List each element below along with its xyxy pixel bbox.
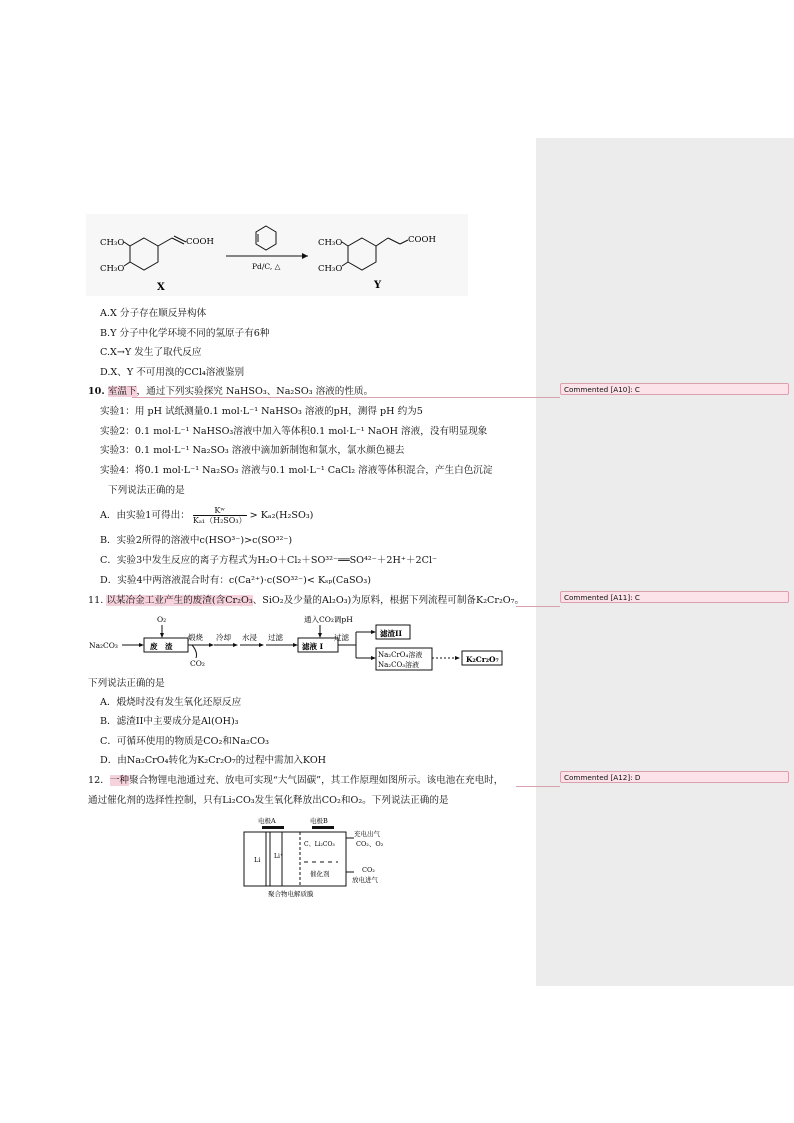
comment-connector-a12 xyxy=(516,786,560,787)
q9-option-a: A.X 分子存在顺反异构体 xyxy=(100,308,207,319)
flow-box-slag: 废 渣 xyxy=(150,642,173,651)
q11-option-d: D．由Na₂CrO₄转化为K₂Cr₂O₇的过程中需加入KOH xyxy=(100,755,327,766)
comment-connector-a10 xyxy=(132,397,560,398)
process-flowchart xyxy=(86,612,506,672)
flow-box-product: K₂Cr₂O₇ xyxy=(466,655,499,664)
q12-stem-text-1: 聚合物锂电池通过充、放电可实现“大气固碳”，其工作原理如图所示。该电池在充电时， xyxy=(129,775,504,786)
comment-margin xyxy=(536,138,794,986)
comment-a11[interactable]: Commented [A11]: C xyxy=(560,591,789,603)
flow-step-calcine: 煅烧 xyxy=(188,633,203,642)
comment-a10[interactable]: Commented [A10]: C xyxy=(560,383,789,395)
q10-option-a-prefix: A．由实验1可得出： xyxy=(100,510,190,521)
charge-gas-label: CO₂、O₂ xyxy=(356,840,384,848)
label-x: X xyxy=(157,282,165,293)
q10-option-b: B．实验2所得的溶液中c(HSO³⁻)>c(SO³²⁻) xyxy=(100,535,293,546)
q12-highlight: 一种 xyxy=(109,775,129,786)
q10-experiment-4: 实验4：将0.1 mol·L⁻¹ Na₂SO₃ 溶液与0.1 mol·L⁻¹ CaCl₂ 溶液等体积混合，产生白色沉淀 xyxy=(100,465,493,476)
q11-stem xyxy=(88,595,524,607)
electrode-a-label: 电极A xyxy=(258,817,276,825)
electrolyte-label: 聚合物电解质膜 xyxy=(268,890,314,898)
q11-option-c: C．可循环使用的物质是CO₂和Na₂CO₃ xyxy=(100,736,269,747)
q10-prompt: 下列说法正确的是 xyxy=(108,485,185,496)
q12-stem-line-1 xyxy=(88,775,503,787)
q11-stem-text: 、SiO₂及少量的Al₂O₃)为原料，根据下列流程可制备K₂Cr₂O₇。 xyxy=(252,595,525,606)
acid-label-y: COOH xyxy=(408,235,436,245)
q10-stem-text: ，通过下列实验探究 NaHSO₃、Na₂SO₃ 溶液的性质。 xyxy=(136,386,374,397)
flow-note-co2-ph: 通入CO₂调pH xyxy=(304,615,353,624)
methoxy-label-x1: CH₃O xyxy=(100,238,125,248)
q10-experiment-1: 实验1：用 pH 试纸测量0.1 mol·L⁻¹ NaHSO₃ 溶液的pH，测得 pH 约为5 xyxy=(100,406,423,417)
discharge-in-label: 放电进气 xyxy=(352,876,378,884)
flow-step-filter-1: 过滤 xyxy=(268,633,283,642)
flow-co2: CO₂ xyxy=(190,659,205,668)
flow-step-leach: 水浸 xyxy=(242,633,257,642)
flow-step-filter-2: 过滤 xyxy=(334,633,349,642)
methoxy-label-y1: CH₃O xyxy=(318,238,343,248)
methoxy-label-x2: CH₃O xyxy=(100,264,125,274)
reaction-scheme xyxy=(86,214,468,296)
comment-connector-a11 xyxy=(516,606,560,607)
q10-option-a xyxy=(100,505,313,527)
co2-in-label: CO₂ xyxy=(362,866,375,874)
cathode-material-label: C、Li₂CO₃ xyxy=(304,841,335,848)
q11-option-a: A．煅烧时没有发生氧化还原反应 xyxy=(100,697,242,708)
q9-option-d: D.X、Y 不可用溴的CCl₄溶液鉴别 xyxy=(100,367,245,378)
label-y: Y xyxy=(374,280,382,291)
flow-input: Na₂CO₃ xyxy=(89,641,118,650)
q10-experiment-3: 实验3：0.1 mol·L⁻¹ Na₂SO₃ 溶液中滴加新制饱和氯水，氯水颜色褪去 xyxy=(100,445,405,456)
q11-highlight: 以某冶金工业产生的废渣(含Cr₂O₃ xyxy=(106,595,253,606)
q10-number: 10. xyxy=(88,386,105,397)
lithium-ion-label: Li⁺ xyxy=(274,853,284,860)
q10-option-d: D．实验4中两溶液混合时有：c(Ca²⁺)·c(SO³²⁻)< Kₛₚ(CaSO₃) xyxy=(100,575,372,586)
q11-number: 11. xyxy=(88,595,104,606)
q11-prompt: 下列说法正确的是 xyxy=(88,678,165,689)
q10-option-c: C．实验3中发生反应的离子方程式为H₂O＋Cl₂＋SO³²⁻══SO⁴²⁻＋2H⁺＋2Cl⁻ xyxy=(100,555,438,566)
battery-diagram xyxy=(238,814,398,900)
flow-box-filtrate: 滤液 I xyxy=(302,642,324,651)
q12-number: 12． xyxy=(88,775,110,786)
lithium-label: Li xyxy=(254,856,261,864)
catalyst-label: 催化剂 xyxy=(310,870,330,878)
flow-step-cool: 冷却 xyxy=(216,633,231,642)
acid-label-x: COOH xyxy=(186,237,214,247)
q10-option-a-fraction xyxy=(193,506,247,525)
reaction-condition: Pd/C, △ xyxy=(252,262,281,271)
flow-box-chromate: Na₂CrO₄溶液 xyxy=(378,651,423,659)
fraction-numerator: Kʷ xyxy=(193,506,247,516)
q9-option-c: C.X→Y 发生了取代反应 xyxy=(100,347,202,358)
flow-o2: O₂ xyxy=(157,615,167,624)
q9-option-b: B.Y 分子中化学环境不同的氢原子有6种 xyxy=(100,328,270,339)
electrode-b-label: 电极B xyxy=(310,817,328,825)
methoxy-label-y2: CH₃O xyxy=(318,264,343,274)
q10-highlight: 室温下 xyxy=(107,386,137,397)
charge-out-label: 充电出气 xyxy=(354,830,380,838)
q12-stem-line-2: 通过催化剂的选择性控制，只有Li₂CO₃发生氧化释放出CO₂和O₂。下列说法正确的是 xyxy=(88,795,449,806)
comment-a12[interactable]: Commented [A12]: D xyxy=(560,771,789,783)
flow-box-residue-2: 滤渣II xyxy=(380,629,403,638)
fraction-denominator: Kₐ₁（H₂SO₃） xyxy=(192,516,247,525)
q10-experiment-2: 实验2：0.1 mol·L⁻¹ NaHSO₃溶液中加入等体积0.1 mol·L⁻¹ NaOH 溶液，没有明显现象 xyxy=(100,426,488,437)
flow-box-carbonate: Na₂CO₃溶液 xyxy=(378,661,420,669)
q11-option-b: B．滤渣II中主要成分是Al(OH)₃ xyxy=(100,716,239,727)
q10-option-a-suffix: > Kₐ₂(H₂SO₃) xyxy=(249,510,314,521)
